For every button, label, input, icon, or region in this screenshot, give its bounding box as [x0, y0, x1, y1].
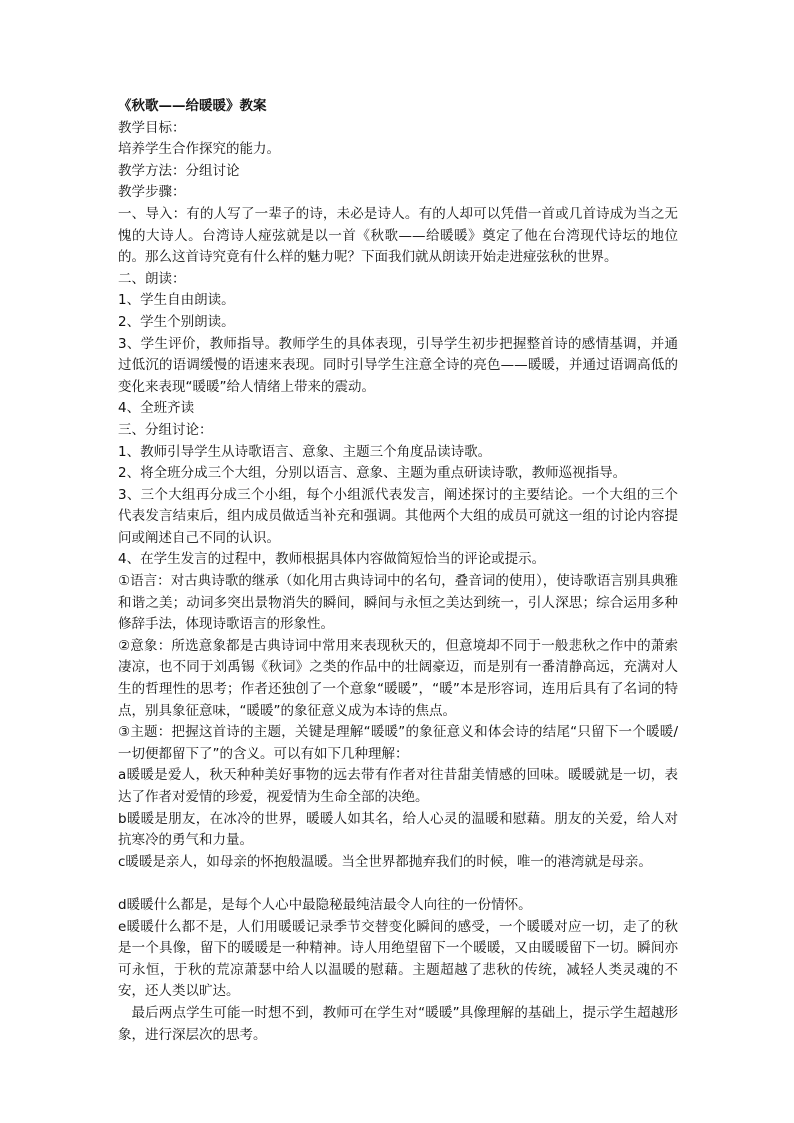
paragraph: e暖暖什么都不是，人们用暖暖记录季节交替变化瞬间的感受，一个暖暖对应一切，走了的秋是一个具像，留下的暖暖是一种精神。诗人用绝望留下一个暖暖，又由暖暖留下一切。瞬间亦可永恒，于秋的荒凉萧瑟中给人以温暖的慰藉。主题超越了悲秋的传统，减轻人类灵魂的不安，还人类以旷达。: [118, 918, 678, 1000]
paragraph: 4、在学生发言的过程中，教师根据具体内容做简短恰当的评论或提示。: [118, 551, 546, 568]
paragraph: 3、学生评价，教师指导。教师学生的具体表现，引导学生初步把握整首诗的感情基调，并通过低沉的语调缓慢的语速来表现。同时引导学生注意全诗的亮色——暖暖，并通过语调高低的变化来表现“暖暖”给人情绪上带来的震动。: [118, 335, 678, 395]
document-body: [118, 96, 678, 1046]
paragraph: ③主题：把握这首诗的主题，关键是理解“暖暖”的象征意义和体会诗的结尾“只留下一个暖暖/一切便都留下了”的含义。可以有如下几种理解：: [118, 724, 678, 762]
paragraph: 3、三个大组再分成三个小组，每个小组派代表发言，阐述探讨的主要结论。一个大组的三个代表发言结束后，组内成员做适当补充和强调。其他两个大组的成员可就这一组的讨论内容提问或阐述自己不同的认识。: [118, 486, 678, 546]
paragraph: ①语言：对古典诗歌的继承（如化用古典诗词中的名句，叠音词的使用），使诗歌语言别具典雅和谐之美；动词多突出景物消失的瞬间，瞬间与永恒之美达到统一，引人深思；综合运用多种修辞手法，体现诗歌语言的形象性。: [118, 573, 678, 633]
blank-line: [118, 873, 678, 895]
paragraph: 二、朗读：: [118, 270, 186, 287]
paragraph: 教学步骤：: [118, 184, 186, 201]
paragraph: 培养学生合作探究的能力。: [118, 141, 280, 158]
paragraph: 4、全班齐读: [118, 400, 195, 417]
paragraph: 最后两点学生可能一时想不到，教师可在学生对“暖暖”具像理解的基础上，提示学生超越形象，进行深层次的思考。: [118, 1004, 678, 1043]
paragraph: 2、学生个别朗读。: [118, 313, 235, 330]
paragraph: d暖暖什么都是，是每个人心中最隐秘最纯洁最令人向往的一份情怀。: [118, 896, 532, 913]
paragraph: 教学目标：: [118, 119, 186, 136]
paragraph: 2、将全班分成三个大组，分别以语言、意象、主题为重点研读诗歌，教师巡视指导。: [118, 465, 627, 482]
paragraph: ②意象：所选意象都是古典诗词中常用来表现秋天的，但意境却不同于一般悲秋之作中的萧索凄凉，也不同于刘禹锡《秋词》之类的作品中的壮阔豪迈，而是别有一番清静高远，充满对人生的哲理性的思考；作者还独创了一个意象“暖暖”，“暖”本是形容词，连用后具有了名词的特点，别具象征意味，“暖暖”的象征意义成为本诗的焦点。: [118, 637, 678, 719]
paragraph: 1、教师引导学生从诗歌语言、意象、主题三个角度品读诗歌。: [118, 443, 492, 460]
document-title: 《秋歌——给暖暖》教案: [118, 98, 267, 114]
paragraph: 一、导入：有的人写了一辈子的诗，未必是诗人。有的人却可以凭借一首或几首诗成为当之无愧的大诗人。台湾诗人痖弦就是以一首《秋歌——给暖暖》奠定了他在台湾现代诗坛的地位的。那么这首诗究竟有什么样的魅力呢？下面我们就从朗读开始走进痖弦秋的世界。: [118, 205, 678, 266]
paragraph: 教学方法：分组讨论: [118, 162, 240, 179]
paragraph: 三、分组讨论：: [118, 421, 213, 438]
paragraph: 1、学生自由朗读。: [118, 292, 235, 309]
paragraph: a暖暖是爱人，秋天种种美好事物的远去带有作者对往昔甜美情感的回味。暖暖就是一切，表达了作者对爱情的珍爱，视爱情为生命全部的决绝。: [118, 767, 678, 805]
paragraph: b暖暖是朋友，在冰冷的世界，暖暖人如其名，给人心灵的温暖和慰藉。朋友的关爱，给人对抗寒冷的勇气和力量。: [118, 810, 678, 849]
paragraph: c暖暖是亲人，如母亲的怀抱般温暖。当全世界都抛弃我们的时候，唯一的港湾就是母亲。: [118, 853, 652, 870]
